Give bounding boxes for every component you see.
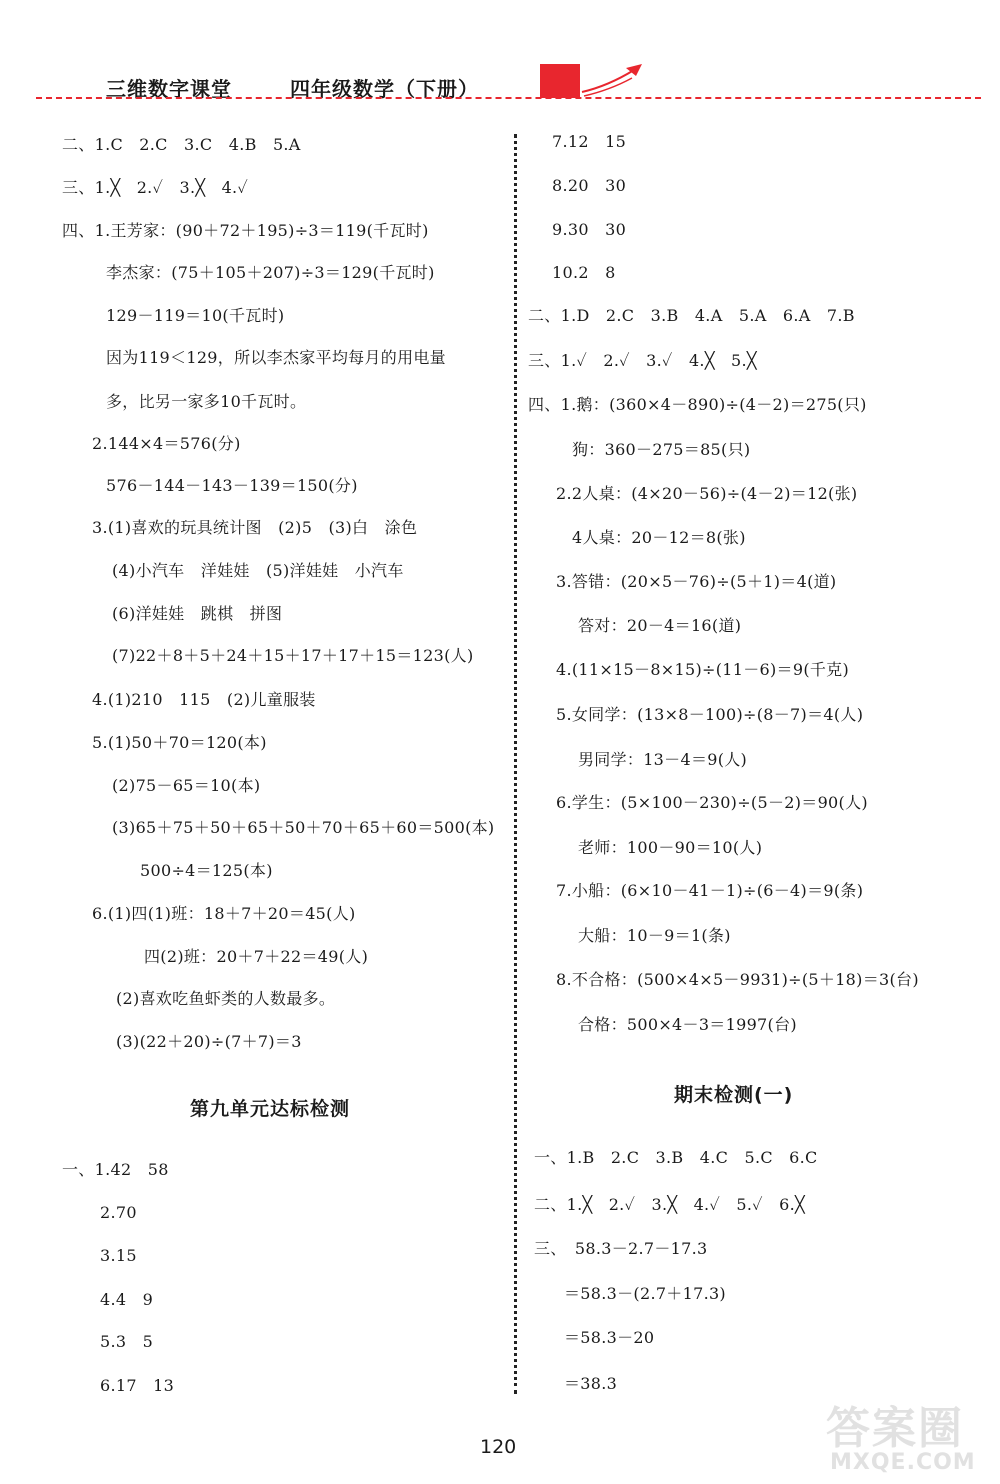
answer-line: 三、 58.3－2.7－17.3 bbox=[534, 1239, 708, 1258]
answer-line: 7.12 15 bbox=[552, 132, 627, 151]
answer-line: 答对：20－4＝16(道) bbox=[578, 616, 742, 635]
answer-line: 三、1.✓ 2.✓ 3.✓ 4.╳ 5.╳ bbox=[528, 351, 757, 370]
column-divider bbox=[514, 134, 517, 1394]
answer-line: 8.不合格：(500×4×5－9931)÷(5＋18)＝3(台) bbox=[556, 970, 919, 989]
answer-line: 8.20 30 bbox=[552, 176, 627, 195]
answer-line: 4.(11×15－8×15)÷(11－6)＝9(千克) bbox=[556, 660, 850, 679]
answer-line: 男同学：13－4＝9(人) bbox=[578, 750, 748, 769]
answer-line: 2.2人桌：(4×20－56)÷(4－2)＝12(张) bbox=[556, 484, 858, 503]
answer-line: 7.小船：(6×10－41－1)÷(6－4)＝9(条) bbox=[556, 881, 864, 900]
answer-line: 5.女同学：(13×8－100)÷(8－7)＝4(人) bbox=[556, 705, 864, 724]
answer-line: 3.答错：(20×5－76)÷(5＋1)＝4(道) bbox=[556, 572, 837, 591]
answer-line: 500÷4＝125(本) bbox=[140, 861, 273, 880]
answer-line: 2.70 bbox=[100, 1203, 137, 1222]
series-title: 三维数字课堂 bbox=[106, 77, 232, 101]
page-number: 120 bbox=[480, 1436, 517, 1458]
answer-line: 3.(1)喜欢的玩具统计图 (2)5 (3)白 涂色 bbox=[92, 518, 418, 537]
answer-line: 3.15 bbox=[100, 1246, 137, 1265]
answer-line: (7)22＋8＋5＋24＋15＋17＋17＋15＝123(人) bbox=[112, 646, 474, 665]
answer-line: 4人桌：20－12＝8(张) bbox=[572, 528, 746, 547]
answer-line: 一、1.42 58 bbox=[62, 1160, 169, 1179]
answer-line: 2.144×4＝576(分) bbox=[92, 434, 241, 453]
answer-line: 6.(1)四(1)班：18＋7＋20＝45(人) bbox=[92, 904, 356, 923]
answer-line: 4.(1)210 115 (2)儿童服装 bbox=[92, 690, 316, 709]
answer-line: (4)小汽车 洋娃娃 (5)洋娃娃 小汽车 bbox=[112, 561, 404, 580]
answer-line: 129－119＝10(千瓦时) bbox=[106, 306, 285, 325]
answer-line: 6.学生：(5×100－230)÷(5－2)＝90(人) bbox=[556, 793, 868, 812]
answer-line: 三、1.╳ 2.✓ 3.╳ 4.✓ bbox=[62, 178, 249, 197]
answer-line: ＝58.3－(2.7＋17.3) bbox=[564, 1284, 726, 1303]
answer-line: 四、1.鹅：(360×4－890)÷(4－2)＝275(只) bbox=[528, 395, 867, 414]
answer-line: 四(2)班：20＋7＋22＝49(人) bbox=[144, 947, 369, 966]
answer-line: 老师：100－90＝10(人) bbox=[578, 838, 763, 857]
section-title-final-exam: 期末检测(一) bbox=[674, 1084, 794, 1106]
answer-line: 5.(1)50＋70＝120(本) bbox=[92, 733, 267, 752]
section-title-unit9: 第九单元达标检测 bbox=[190, 1098, 351, 1120]
answer-line: 多，比另一家多10千瓦时。 bbox=[106, 392, 307, 411]
answer-line: ＝58.3－20 bbox=[564, 1328, 655, 1347]
answer-line: 李杰家：(75＋105＋207)÷3＝129(千瓦时) bbox=[106, 263, 435, 282]
answer-line: (2)喜欢吃鱼虾类的人数最多。 bbox=[116, 989, 336, 1008]
answer-line: 合格：500×4－3＝1997(台) bbox=[578, 1015, 797, 1034]
answer-line: (3)(22＋20)÷(7＋7)＝3 bbox=[116, 1032, 302, 1051]
book-title: 四年级数学（下册） bbox=[290, 77, 479, 101]
page-header bbox=[0, 0, 1000, 110]
watermark-text: 答案圈 bbox=[826, 1403, 964, 1454]
answer-line: 狗：360－275＝85(只) bbox=[572, 440, 751, 459]
answer-line: 5.3 5 bbox=[100, 1332, 154, 1351]
answer-line: 大船：10－9＝1(条) bbox=[578, 926, 731, 945]
answer-line: ＝38.3 bbox=[564, 1374, 618, 1393]
answer-line: (3)65＋75＋50＋65＋50＋70＋65＋60＝500(本) bbox=[112, 818, 495, 837]
answer-line: 四、1.王芳家：(90＋72＋195)÷3＝119(千瓦时) bbox=[62, 221, 429, 240]
answer-line: 二、1.╳ 2.✓ 3.╳ 4.✓ 5.✓ 6.╳ bbox=[534, 1195, 805, 1214]
answer-line: (6)洋娃娃 跳棋 拼图 bbox=[112, 604, 283, 623]
answer-line: 二、1.D 2.C 3.B 4.A 5.A 6.A 7.B bbox=[528, 306, 855, 325]
answer-line: 因为119＜129，所以李杰家平均每月的用电量 bbox=[106, 348, 446, 367]
watermark bbox=[826, 1392, 996, 1482]
answer-line: 9.30 30 bbox=[552, 220, 627, 239]
answer-line: 一、1.B 2.C 3.B 4.C 5.C 6.C bbox=[534, 1148, 818, 1167]
answer-line: 6.17 13 bbox=[100, 1376, 175, 1395]
answer-line: 二、1.C 2.C 3.C 4.B 5.A bbox=[62, 135, 301, 154]
answer-line: 10.2 8 bbox=[552, 263, 616, 282]
answer-line: 4.4 9 bbox=[100, 1290, 154, 1309]
answer-line: (2)75－65＝10(本) bbox=[112, 776, 261, 795]
header-rule bbox=[36, 97, 981, 99]
watermark-url: MXQE.COM bbox=[830, 1450, 976, 1475]
answer-line: 576－144－143－139＝150(分) bbox=[106, 476, 358, 495]
